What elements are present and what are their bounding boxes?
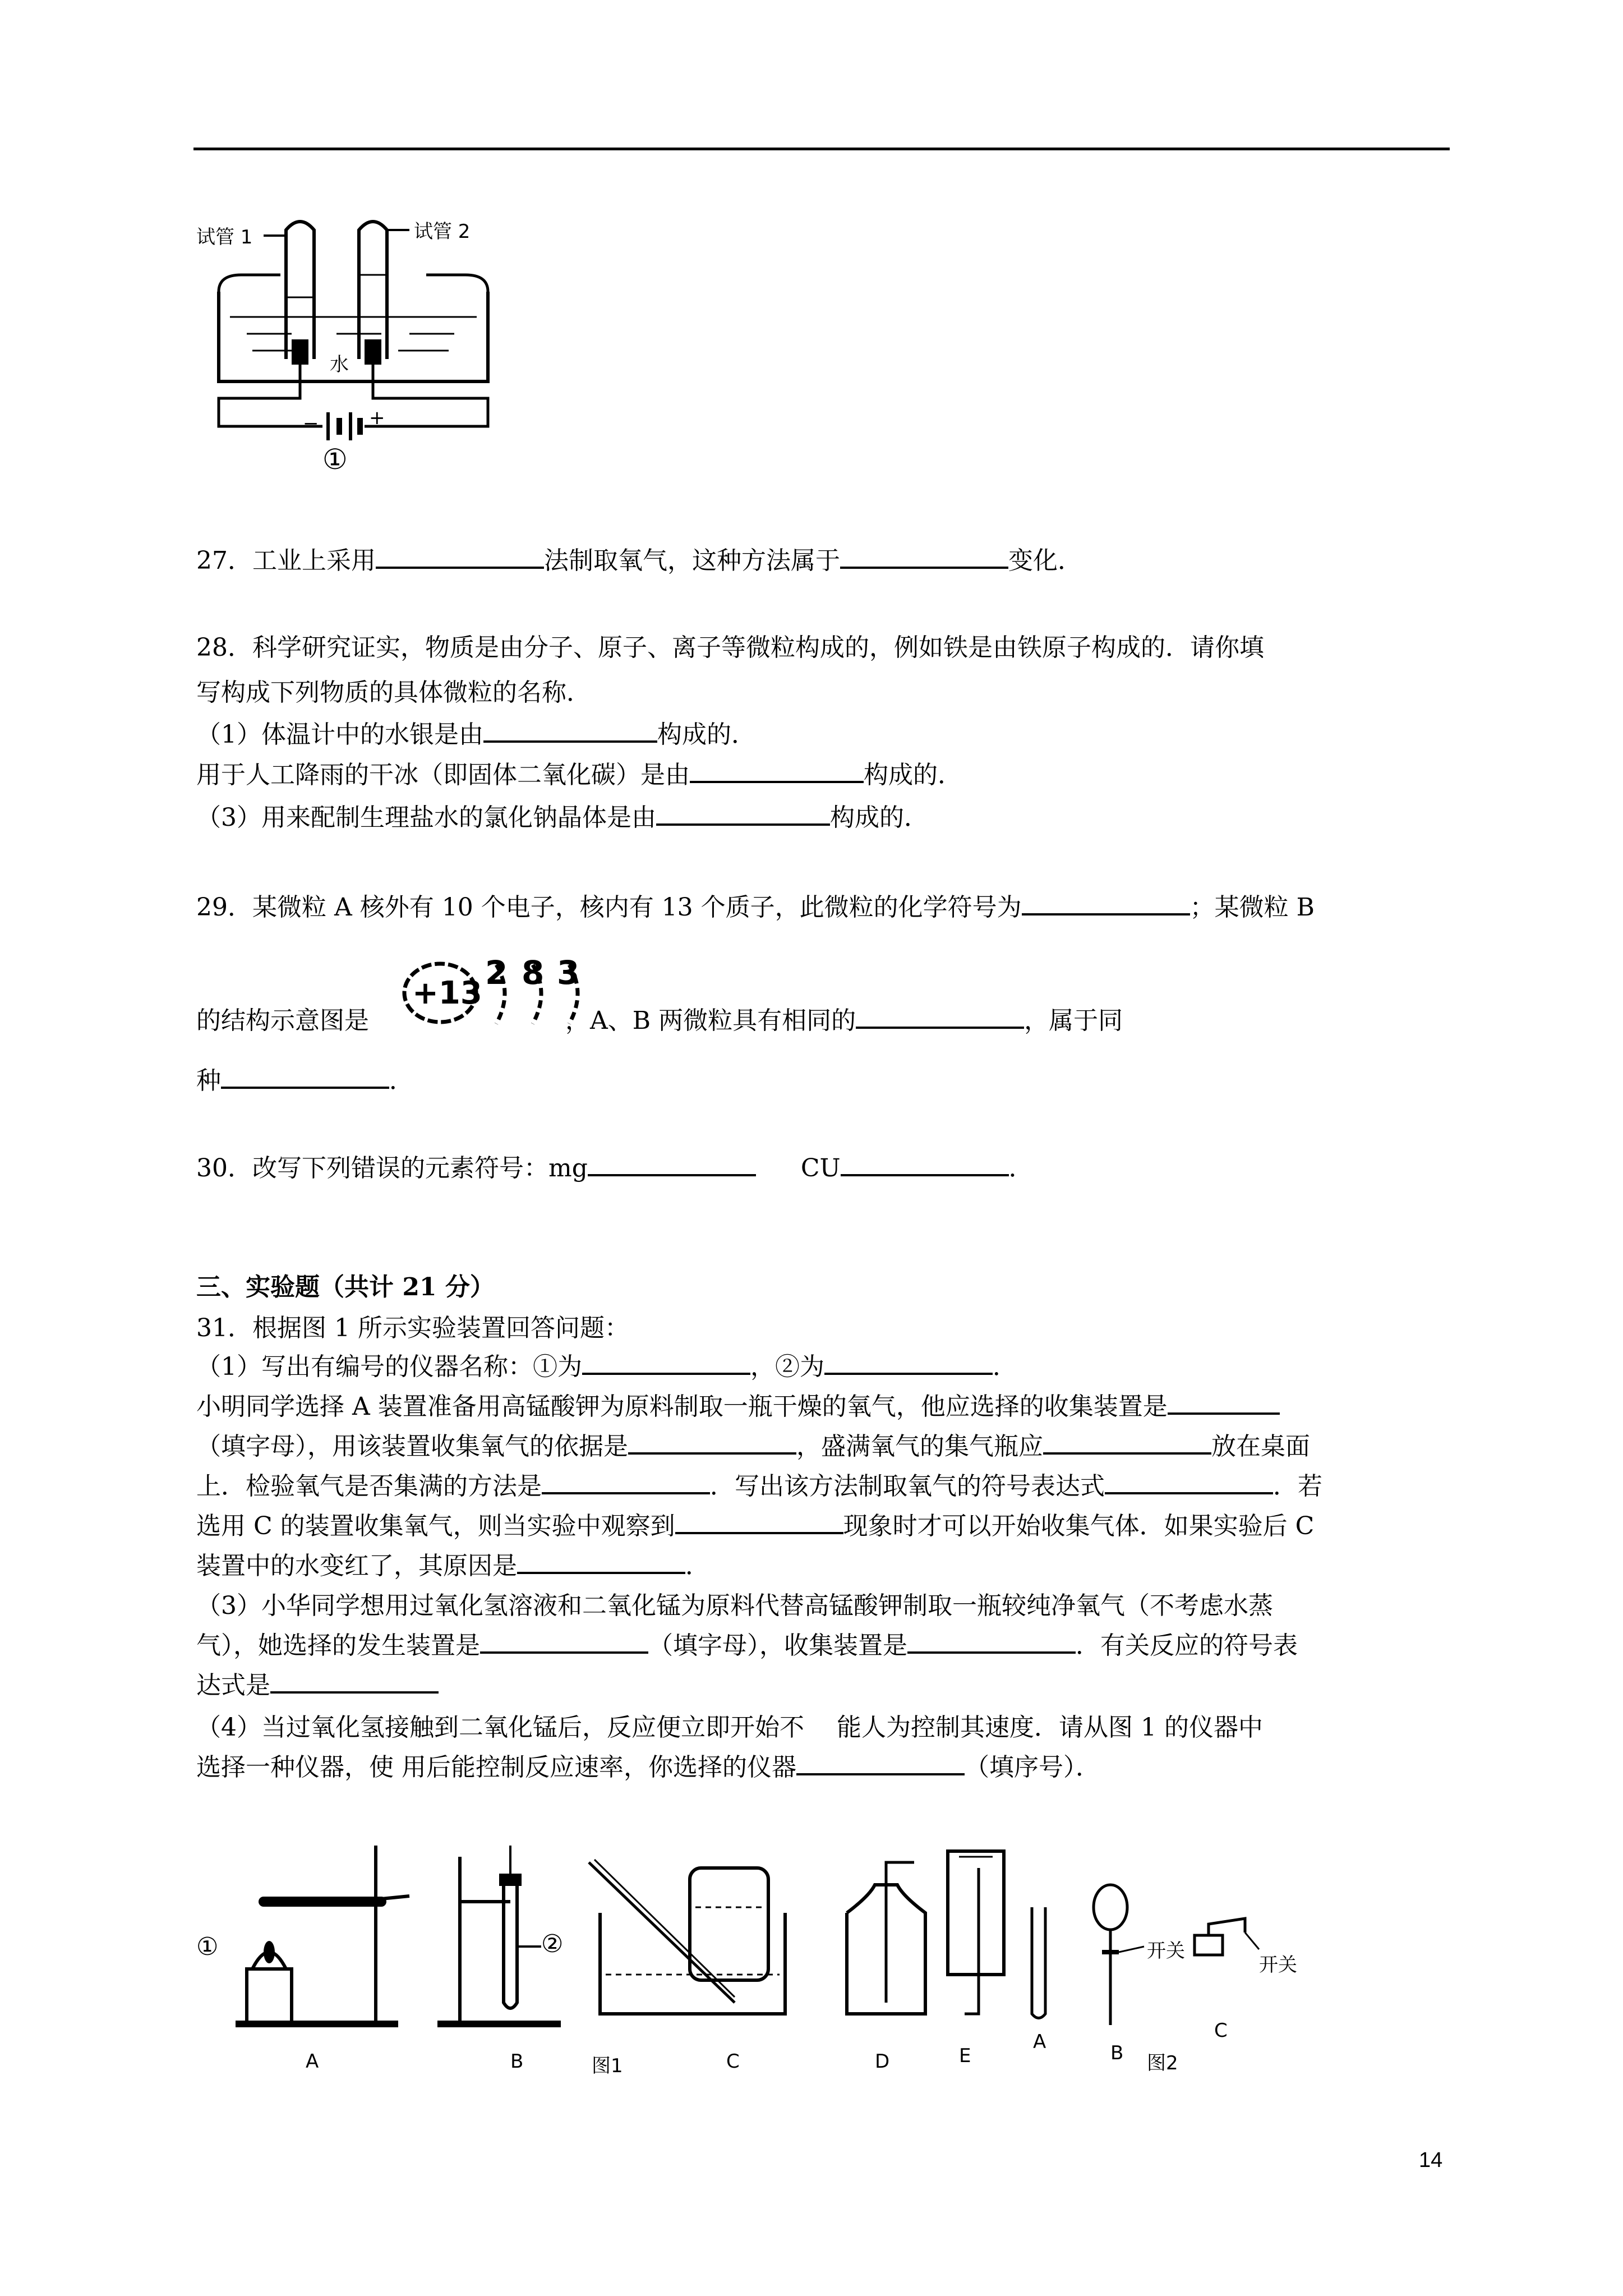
- apparatus-figure: [196, 1834, 1318, 2081]
- q31-blank-9[interactable]: [517, 1549, 685, 1574]
- q27-text-a: 27．工业上采用: [196, 546, 376, 575]
- question-29-line2: [196, 1004, 1123, 1038]
- q31-blank-3[interactable]: [1168, 1390, 1280, 1415]
- fig2-label-a: A: [1033, 2031, 1046, 2053]
- plus-label: +: [369, 407, 385, 429]
- q29-text-a: 29．某微粒 A 核外有 10 个电子，核内有 13 个质子，此微粒的化学符号为: [196, 893, 1022, 922]
- q31-blank-8[interactable]: [675, 1510, 843, 1534]
- q28-part2-text: 用于人工降雨的干冰（即固体二氧化碳）是由: [196, 761, 690, 789]
- question-31-line12: [196, 1751, 1100, 1784]
- q31-blank-12[interactable]: [270, 1669, 439, 1694]
- q31-text: ．若: [1273, 1472, 1322, 1501]
- water-label: 水: [330, 353, 349, 376]
- apparatus-label-1: ①: [196, 1932, 219, 1961]
- electrolysis-figure: [196, 213, 510, 477]
- q27-text-b: 法制取氧气，这种方法属于: [544, 546, 840, 575]
- q28-part3-end: 构成的．: [830, 803, 929, 832]
- header-rule: [193, 148, 1450, 150]
- question-29-line3: [196, 1064, 414, 1098]
- question-28-part2: [196, 758, 962, 792]
- q31-text: ，②为: [750, 1352, 824, 1381]
- q31-text: 选用 C 的装置收集氧气，则当实验中观察到: [196, 1512, 675, 1540]
- fig1-caption: 图1: [592, 2055, 623, 2077]
- tube2-label: 试管 2: [414, 220, 471, 243]
- shell-1-electrons: 2: [485, 954, 508, 992]
- q28-stem: 28．科学研究证实，物质是由分子、原子、离子等微粒构成的，例如铁是由铁原子构成的．请你填: [196, 633, 1264, 662]
- q31-blank-2[interactable]: [824, 1350, 993, 1375]
- q31-stem-text: 31．根据图 1 所示实验装置回答问题：: [196, 1314, 629, 1342]
- q28-part1-end: 构成的．: [657, 720, 756, 749]
- question-31-line10: [196, 1669, 439, 1703]
- q29-text-f: 种: [196, 1066, 221, 1095]
- question-31-part1: [196, 1350, 1017, 1384]
- q31-blank-7[interactable]: [1105, 1470, 1273, 1494]
- electrolysis-drawing: [196, 213, 510, 477]
- question-27: [196, 544, 1082, 578]
- fig1-label-b: B: [510, 2050, 524, 2073]
- q30-text-b: CU: [800, 1154, 841, 1182]
- q28-stem-cont: 写构成下列物质的具体微粒的名称．: [196, 678, 591, 707]
- apparatus-label-2: ②: [541, 1930, 564, 1958]
- q31-text: 气），她选择的发生装置是: [196, 1631, 480, 1660]
- question-31-line11: [196, 1711, 1263, 1745]
- page-number: 14: [1419, 2148, 1443, 2172]
- nucleus-charge: +13: [412, 975, 482, 1011]
- q30-text-a: 30．改写下列错误的元素符号：mg: [196, 1154, 588, 1182]
- q29-blank-3[interactable]: [221, 1064, 389, 1089]
- question-28-part3: [196, 801, 929, 835]
- q31-blank-5[interactable]: [1043, 1430, 1211, 1455]
- q27-text-c: 变化．: [1008, 546, 1082, 575]
- q31-blank-4[interactable]: [628, 1430, 796, 1455]
- question-31-line9: [196, 1629, 1298, 1663]
- q31-text: （填序号）．: [964, 1753, 1100, 1782]
- q31-text: 现象时才可以开始收集气体．如果实验后 C: [843, 1512, 1315, 1540]
- tube1-label: 试管 1: [196, 226, 253, 249]
- q31-blank-11[interactable]: [907, 1629, 1076, 1654]
- q29-blank-2[interactable]: [856, 1004, 1024, 1029]
- fig2-caption: 图2: [1147, 2052, 1178, 2074]
- shell-2-electrons: 8: [522, 954, 545, 992]
- switch-label-2: 开关: [1259, 1954, 1297, 1976]
- q28-part2-end: 构成的．: [864, 761, 962, 789]
- question-31-line7: [196, 1549, 710, 1583]
- fig2-label-b: B: [1110, 2042, 1124, 2064]
- q28-blank-2[interactable]: [690, 758, 864, 783]
- fig2-label-c: C: [1214, 2019, 1228, 2042]
- q31-text: 选择一种仪器，使 用后能控制反应速率，你选择的仪器: [196, 1753, 796, 1782]
- q31-text: ．写出该方法制取氧气的符号表达式: [710, 1472, 1105, 1501]
- q28-part3-text: （3）用来配制生理盐水的氯化钠晶体是由: [196, 803, 656, 832]
- q31-blank-1[interactable]: [582, 1350, 750, 1375]
- q31-text: ．: [993, 1352, 1017, 1381]
- q29-text-b: ；某微粒 B: [1189, 893, 1315, 922]
- section-3-heading: 三、实验题（共计 21 分）: [196, 1273, 495, 1301]
- figure-caption: ①: [322, 443, 348, 476]
- q31-text: 装置中的水变红了，其原因是: [196, 1552, 517, 1580]
- q30-blank-2[interactable]: [841, 1152, 1009, 1176]
- q31-text: （填字母），收集装置是: [648, 1631, 907, 1660]
- q30-blank-1[interactable]: [588, 1152, 756, 1176]
- q29-text-g: ．: [389, 1066, 414, 1095]
- q31-blank-10[interactable]: [480, 1629, 648, 1654]
- fig1-label-c: C: [726, 2050, 740, 2073]
- question-31-line8: [196, 1589, 1273, 1623]
- question-31-stem: [196, 1312, 629, 1345]
- q30-text-c: ．: [1008, 1154, 1034, 1182]
- q31-text: 小明同学选择 A 装置准备用高锰酸钾为原料制取一瓶干燥的氧气，他应选择的收集装置是: [196, 1392, 1168, 1421]
- atom-structure-diagram: [401, 948, 603, 1038]
- minus-label: −: [303, 412, 319, 435]
- question-28-line1: [196, 631, 1264, 665]
- q31-text: 上．检验氧气是否集满的方法是: [196, 1472, 542, 1501]
- q29-text-d: ，A、B 两微粒具有相同的: [565, 1006, 856, 1035]
- shell-3-electrons: 3: [557, 954, 580, 992]
- q29-blank-1[interactable]: [1022, 891, 1190, 915]
- q28-part1-text: （1）体温计中的水银是由: [196, 720, 483, 749]
- q29-text-c: 的结构示意图是: [196, 1006, 369, 1035]
- q31-text: （4）当过氧化氢接触到二氧化锰后，反应便立即开始不 能人为控制其速度．请从图 1 的仪器中: [196, 1713, 1263, 1742]
- question-29-line1: [196, 891, 1315, 924]
- q31-text: 放在桌面: [1211, 1432, 1310, 1461]
- q31-text: ．: [685, 1552, 710, 1580]
- q31-text: （3）小华同学想用过氧化氢溶液和二氧化锰为原料代替高锰酸钾制取一瓶较纯净氧气（不考虑水蒸: [196, 1591, 1273, 1620]
- q31-text: （1）写出有编号的仪器名称：①为: [196, 1352, 582, 1381]
- q27-blank-2[interactable]: [840, 544, 1008, 569]
- question-31-line6: [196, 1510, 1314, 1543]
- q31-blank-13[interactable]: [796, 1751, 965, 1775]
- question-31-line4: [196, 1430, 1310, 1464]
- fig1-label-d: D: [875, 2050, 890, 2073]
- fig1-label-a: A: [306, 2050, 319, 2073]
- question-31-line5: [196, 1470, 1322, 1503]
- q31-blank-6[interactable]: [542, 1470, 710, 1494]
- q31-text: ，盛满氧气的集气瓶应: [796, 1432, 1043, 1461]
- q31-text: ．有关反应的符号表: [1076, 1631, 1298, 1660]
- question-30: [196, 1152, 1034, 1185]
- switch-label-1: 开关: [1147, 1940, 1185, 1962]
- q31-text: （填字母），用该装置收集氧气的依据是: [196, 1432, 628, 1461]
- question-28-part1: [196, 718, 756, 752]
- question-28-line2: [196, 676, 591, 710]
- fig1-label-e: E: [959, 2045, 971, 2067]
- q29-text-e: ，属于同: [1024, 1006, 1123, 1035]
- q28-blank-1[interactable]: [483, 718, 657, 743]
- question-31-line3: [196, 1390, 1280, 1424]
- q31-text: 达式是: [196, 1671, 270, 1700]
- q28-blank-3[interactable]: [656, 801, 830, 826]
- q27-blank-1[interactable]: [376, 544, 544, 569]
